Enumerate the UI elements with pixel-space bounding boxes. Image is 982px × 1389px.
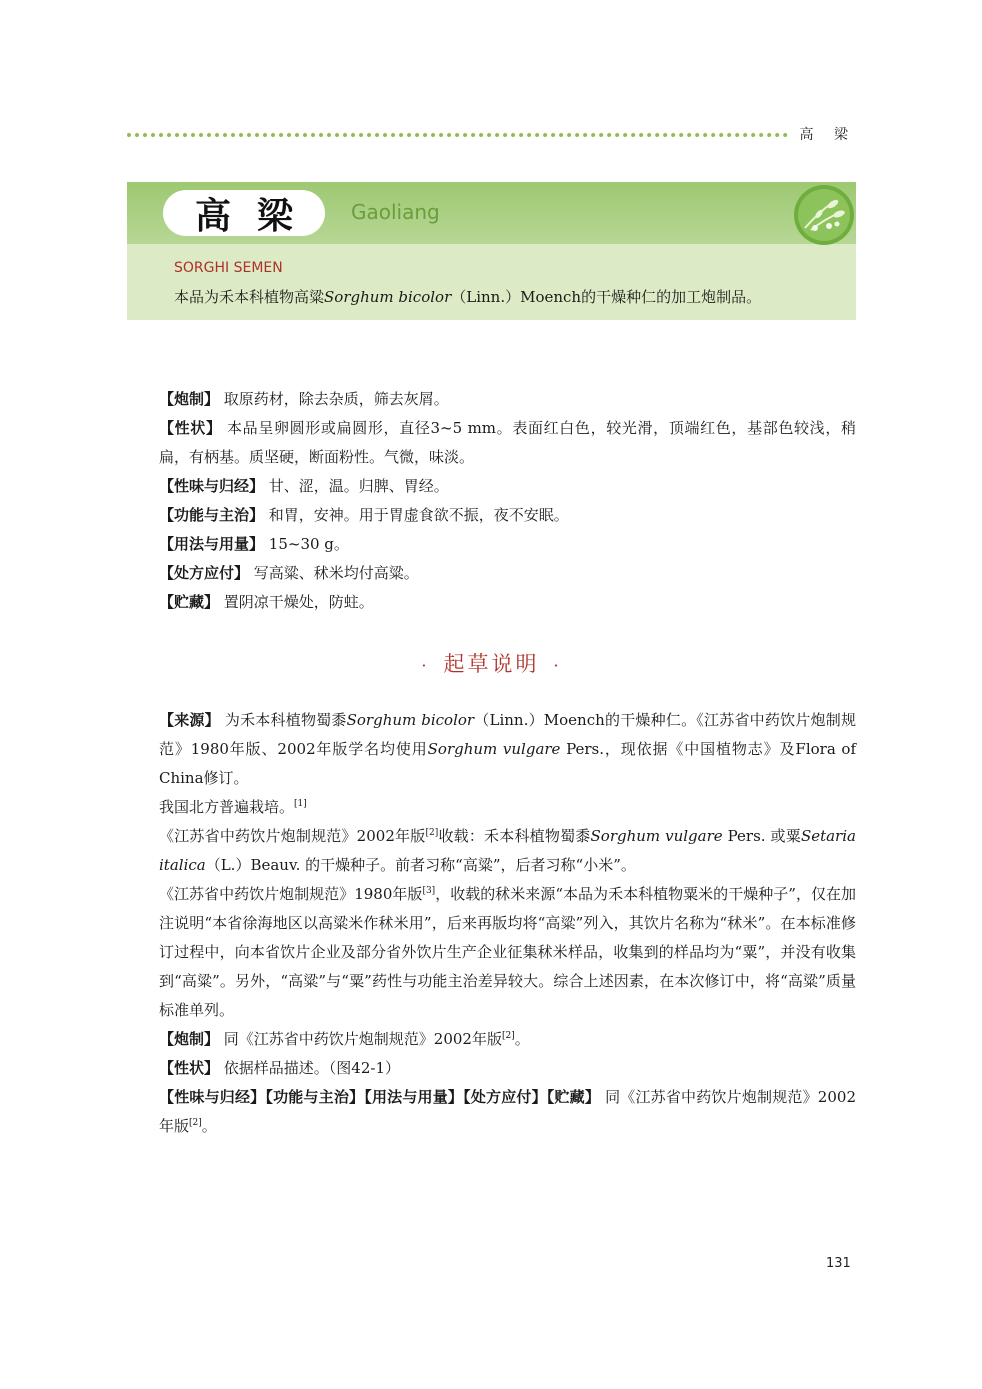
dosage-item: 【用法与用量】 15~30 g。 xyxy=(159,535,349,553)
latin-drug-name: SORGHI SEMEN xyxy=(174,260,283,276)
drug-definition: 本品为禾本科植物高粱Sorghum bicolor（Linn.）Moench的干燥种仁的加工炮制品。 xyxy=(174,288,762,306)
function-item: 【功能与主治】 和胃，安神。用于胃虚食欲不振，夜不安眠。 xyxy=(159,506,569,524)
other-items-note: 【性味与归经】【功能与主治】【用法与用量】【处方应付】【贮藏】 同《江苏省中药饮片炮制规范》2002年版[2]。 xyxy=(159,1088,856,1135)
dotted-rule xyxy=(127,133,788,137)
notes-section xyxy=(127,706,856,1141)
standard-section xyxy=(127,385,856,617)
edition-1980-note: 《江苏省中药饮片炮制规范》1980年版[3]，收载的秫米来源“本品为禾本科植物粟米的干燥种子”，仅在加注说明“本省徐海地区以高粱米作秫米用”，后来再版均将“高粱”列入，其饮片名称为“秫米”。在本标准修订过程中，向本省饮片企业及部分省外饮片生产企业征集秫米样品，收集到的样品均为“粟”，并没有收集到“高粱”。另外，“高粱”与“粟”药性与功能主治差异较大。综合上述因素，在本次修订中，将“高粱”质量标准单列。 xyxy=(159,885,856,1019)
monograph-pinyin: Gaoliang xyxy=(351,200,440,224)
processing-note: 【炮制】 同《江苏省中药饮片炮制规范》2002年版[2]。 xyxy=(159,1030,530,1048)
nature-item: 【性味与归经】 甘、涩，温。归脾、胃经。 xyxy=(159,477,449,495)
cultivation-note: 我国北方普遍栽培。[1] xyxy=(159,798,307,816)
description-note: 【性状】 依据样品描述。（图42-1） xyxy=(159,1059,400,1077)
running-title: 高 梁 xyxy=(799,127,856,143)
description-item: 【性状】 本品呈卵圆形或扁圆形，直径3~5 mm。表面红白色，较光滑，顶端红色，基部色较浅，稍扁，有柄基。质坚硬，断面粉性。气微，味淡。 xyxy=(159,419,856,466)
monograph-title: 高梁 xyxy=(163,190,325,236)
storage-item: 【贮藏】 置阴凉干燥处，防蛀。 xyxy=(159,593,374,611)
prescription-item: 【处方应付】 写高粱、秫米均付高粱。 xyxy=(159,564,419,582)
page-number: 131 xyxy=(826,1256,851,1271)
monograph-banner xyxy=(127,182,856,320)
notes-section-title: · 起草说明 · xyxy=(421,652,562,676)
plant-emblem-icon xyxy=(793,184,855,246)
running-head xyxy=(127,124,856,144)
processing-item: 【炮制】 取原药材，除去杂质，筛去灰屑。 xyxy=(159,390,449,408)
edition-2002-note: 《江苏省中药饮片炮制规范》2002年版[2]收载：禾本科植物蜀黍Sorghum vulgare Pers. 或粟Setaria italica（L.）Beauv. 的干燥种子。前者习称“高粱”，后者习称“小米”。 xyxy=(159,827,856,874)
source-note: 【来源】 为禾本科植物蜀黍Sorghum bicolor（Linn.）Moench的干燥种仁。《江苏省中药饮片炮制规范》1980年版、2002年版学名均使用Sorghum vulgare Pers.，现依据《中国植物志》及Flora of China修订。 xyxy=(159,711,856,787)
